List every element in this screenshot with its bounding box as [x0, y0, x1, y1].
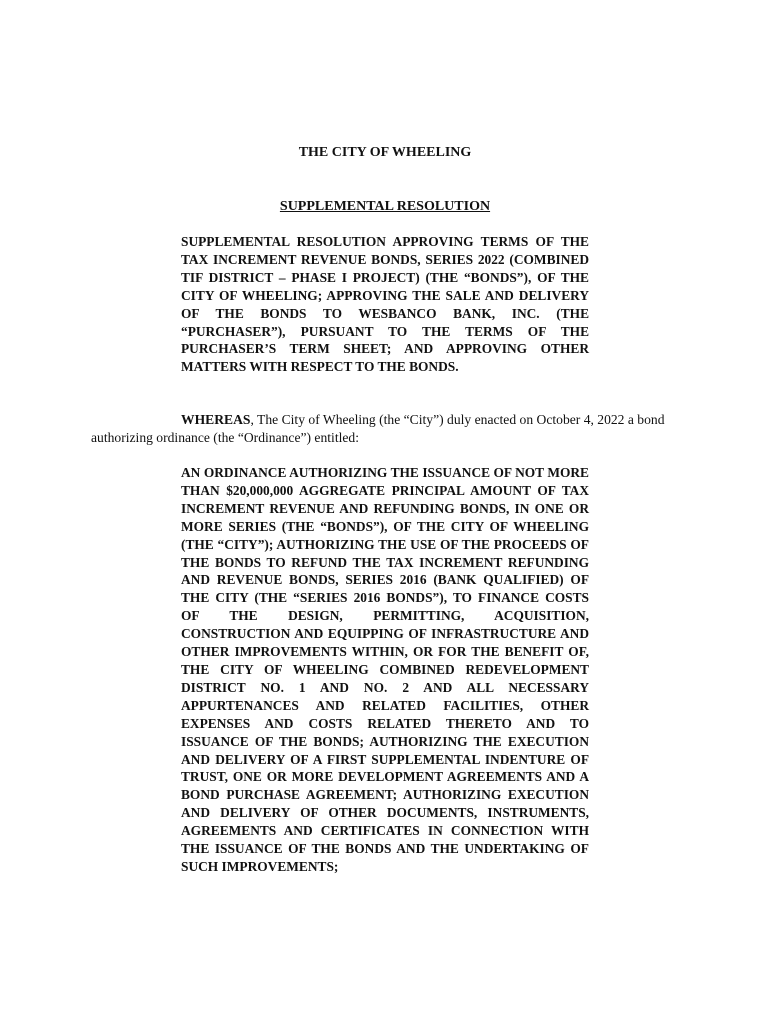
resolution-heading-paragraph: SUPPLEMENTAL RESOLUTION APPROVING TERMS OF THE TAX INCREMENT REVENUE BONDS, SERIES 2022 (COMBINED TIF DISTRICT – PHASE I PROJECT) (THE “BONDS”), OF THE CITY OF WHEELING; APPROVING THE SALE AND DELIVERY OF THE BONDS TO WESBANCO BANK, INC. (THE “PURCHASER”), PURSUANT TO THE TERMS OF THE PURCHASER’S TERM SHEET; AND APPROVING OTHER MATTERS WITH RESPECT TO THE BONDS. [181, 234, 589, 375]
document-subtitle: SUPPLEMENTAL RESOLUTION [279, 199, 491, 214]
whereas-paragraph [91, 411, 681, 447]
whereas-lead: WHEREAS [181, 412, 251, 427]
ordinance-title-paragraph: AN ORDINANCE AUTHORIZING THE ISSUANCE OF NOT MORE THAN $20,000,000 AGGREGATE PRINCIPAL AMOUNT OF TAX INCREMENT REVENUE AND REFUNDING BONDS, IN ONE OR MORE SERIES (THE “BONDS”), OF THE CITY OF WHEELING (THE “CITY”); AUTHORIZING THE USE OF THE PROCEEDS OF THE BONDS TO REFUND THE TAX INCREMENT REFUNDING AND REVENUE BONDS, SERIES 2016 (BANK QUALIFIED) OF THE CITY (THE “SERIES 2016 BONDS”), TO FINANCE COSTS OF THE DESIGN, PERMITTING, ACQUISITION, CONSTRUCTION AND EQUIPPING OF INFRASTRUCTURE AND OTHER IMPROVEMENTS WITHIN, OR FOR THE BENEFIT OF, THE CITY OF WHEELING COMBINED REDEVELOPMENT DISTRICT NO. 1 AND NO. 2 AND ALL NECESSARY APPURTENANCES AND RELATED FACILITIES, OTHER EXPENSES AND COSTS RELATED THERETO AND TO ISSUANCE OF THE BONDS; AUTHORIZING THE EXECUTION AND DELIVERY OF A FIRST SUPPLEMENTAL INDENTURE OF TRUST, ONE OR MORE DEVELOPMENT AGREEMENTS AND A BOND PURCHASE AGREEMENT; AUTHORIZING EXECUTION AND DELIVERY OF OTHER DOCUMENTS, INSTRUMENTS, AGREEMENTS AND CERTIFICATES IN CONNECTION WITH THE ISSUANCE OF THE BONDS AND THE UNDERTAKING OF SUCH IMPROVEMENTS; [181, 465, 589, 874]
whereas-text: , The City of Wheeling (the “City”) duly enacted on October 4, 2022 a bond authorizing ordinance (the “Ordinance”) entitled: [91, 412, 665, 445]
document-title: THE CITY OF WHEELING [298, 145, 472, 160]
